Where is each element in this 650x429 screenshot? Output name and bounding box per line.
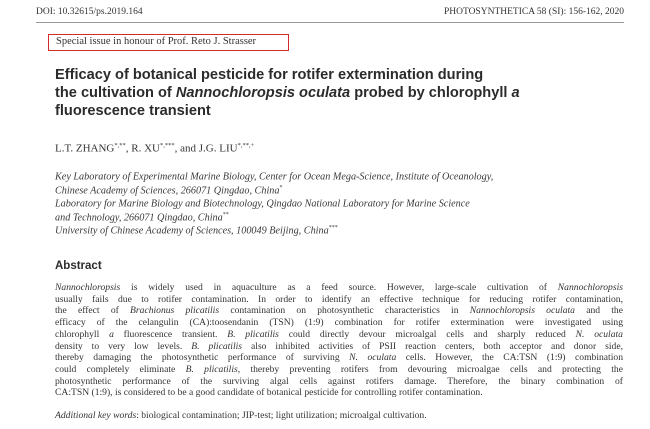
keywords [55,410,427,421]
article-title [55,66,615,120]
abstract-text: could directly devour microalgal cells and sharply reduced [278,328,576,340]
abstract-italic-term: B. plicatilis [227,328,279,340]
title-line-3: fluorescence transient [55,103,211,119]
abstract-italic-term: Nannochloropsis [55,282,121,293]
affiliation-line: and Technology, 266071 Qingdao, China** [55,211,229,223]
abstract-text: , thereby preventing rotifers from devouring microalgae cells and protecting the [237,363,623,375]
abstract-line [55,282,623,294]
abstract-text: density to very low levels. [55,340,192,352]
abstract-line [55,341,623,353]
title-species: Nannochloropsis oculata [175,85,351,101]
abstract-text: the effect of [55,305,131,317]
abstract-line [55,364,623,376]
abstract-text: fluorescence transient. [113,328,228,340]
journal-citation: PHOTOSYNTHETICA 58 (SI): 156-162, 2020 [443,7,624,17]
author-separator: , [125,142,132,155]
running-header [36,7,624,21]
keywords-list: : biological contamination; JIP-test; light utilization; microalgal cultivation. [136,410,427,421]
abstract-line [55,305,623,317]
doi-text[interactable]: DOI: 10.32615/ps.2019.164 [36,7,143,17]
abstract-italic-term: a [109,328,114,340]
author-name: L.T. ZHANG [55,142,115,155]
abstract-text: CA:TSN (1:9), is considered to be a good candidate of botanical pesticide for controlling rotifer contamination. [55,387,483,399]
abstract-text: and the [574,305,623,317]
title-line-2-pre: the cultivation of [55,85,176,101]
abstract-text: thereby damaging the photosynthetic performance of surviving [55,352,350,364]
abstract-text: is widely used in aquaculture as a feed source. However, large-scale cultivation of [120,282,558,293]
author-separator: , and [174,142,199,155]
abstract-line [55,294,623,306]
affiliation-line: Key Laboratory of Experimental Marine Biology, Center for Ocean Mega-Science, Institute of Oceanology, [55,171,494,183]
abstract-text: photosynthetic performance of the surviving algal cells against rotifers damage. Therefore, the binary combination of [55,375,623,387]
title-line-2-post: probed by chlorophyll [350,85,512,101]
author-name: R. XU [131,142,160,155]
author-affiliation-mark: *,** [114,142,126,149]
abstract-text: also inhibited activities of PSII reaction centers, both acceptor and donor side, [242,340,623,352]
affiliation-line: Laboratory for Marine Biology and Biotechnology, Qingdao National Laboratory for Marine Science [55,198,470,210]
author-affiliation-mark: *,*** [159,142,175,149]
keywords-label: Additional key words [55,410,137,421]
author-affiliation-mark: *,**,+ [237,142,255,149]
abstract-italic-term: B. plicatilis [185,363,238,375]
abstract-heading: Abstract [55,260,102,272]
abstract-line [55,329,623,341]
abstract-body [55,282,623,399]
title-line-1: Efficacy of botanical pesticide for rotifer extermination during [55,67,484,83]
author-list [55,142,254,155]
affiliation-line: University of Chinese Academy of Sciences, 100049 Beijing, China*** [55,225,338,237]
abstract-text: could completely eliminate [55,363,186,375]
abstract-line [55,376,623,388]
abstract-text: cells. However, the CA:TSN (1:9) combination [396,352,623,364]
title-chlorophyll-a: a [511,85,520,101]
abstract-text: contamination on photosynthetic characteristics in [219,305,470,317]
abstract-line [55,387,623,399]
abstract-italic-term: N. oculata [575,328,623,340]
abstract-italic-term: N. oculata [349,352,397,364]
abstract-italic-term: Nannochloropsis oculata [469,305,575,317]
abstract-text: chlorophyll [55,328,110,340]
header-rule [36,22,624,23]
affiliation-line: Chinese Academy of Sciences, 266071 Qingdao, China* [55,184,283,196]
abstract-italic-term: B. plicatilis [191,340,243,352]
abstract-line [55,317,623,329]
abstract-text: efficacy of the celangulin (CA):toosendanin (TSN) (1:9) combination for rotifer extermination were investigated using [55,317,623,329]
abstract-line [55,352,623,364]
special-issue-box: Special issue in honour of Prof. Reto J. Strasser [48,34,289,51]
abstract-text: usually fails due to rotifer contamination. In order to identify an effective technique for reducing rotifer contamination, [55,293,623,305]
abstract-italic-term: Nannochloropsis [557,282,623,293]
author-name: J.G. LIU [198,142,238,155]
abstract-italic-term: Brachionus plicatilis [130,305,220,317]
